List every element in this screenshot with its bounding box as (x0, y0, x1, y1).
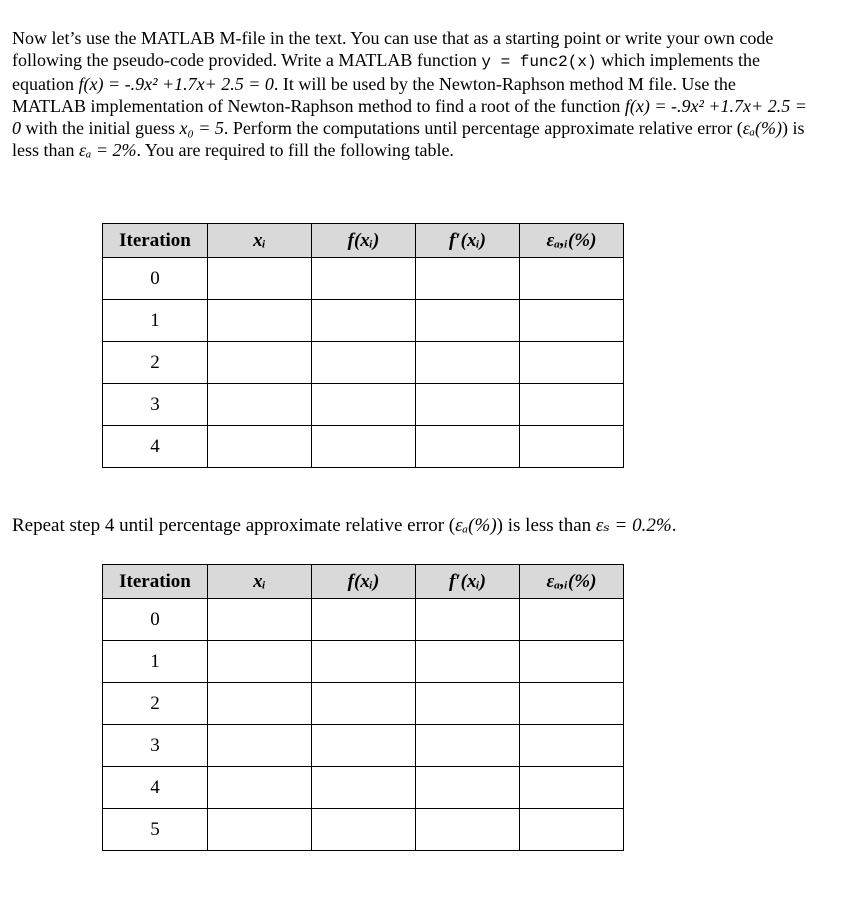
cell-error[interactable] (520, 725, 624, 767)
repeat-error-symbol: εₐ(%) (455, 515, 497, 536)
cell-fxi[interactable] (312, 767, 416, 809)
cell-fpxi[interactable] (416, 725, 520, 767)
iteration-number: 1 (103, 641, 208, 683)
cell-xi[interactable] (208, 599, 312, 641)
repeat-text-2: ) is less than (496, 515, 596, 536)
cell-xi[interactable] (208, 641, 312, 683)
cell-error[interactable] (520, 342, 624, 384)
cell-error[interactable] (520, 809, 624, 851)
header-error-label: εₐ,ᵢ(%) (546, 570, 597, 592)
table-row (103, 809, 624, 851)
header-xi (208, 224, 312, 258)
repeat-text-1: Repeat step 4 until percentage approximate relative error ( (12, 515, 456, 536)
cell-error[interactable] (520, 426, 624, 468)
cell-error[interactable] (520, 641, 624, 683)
header-fxi (312, 224, 416, 258)
cell-fxi[interactable] (312, 258, 416, 300)
cell-error[interactable] (520, 258, 624, 300)
cell-xi[interactable] (208, 725, 312, 767)
intro-text-4: with the initial guess (21, 118, 180, 138)
repeat-text-3: . (671, 515, 677, 536)
equation-1: f(x) = -.9x² +1.7x+ 2.5 = 0 (78, 74, 274, 94)
table-row (103, 426, 624, 468)
intro-text-1: Now let’s use the MATLAB M-file in the text. You can use that as a starting point or write your own code following the pseudo-code provided. Write a MATLAB function (12, 28, 774, 70)
header-xi-label: xᵢ (253, 229, 266, 251)
table-row (103, 258, 624, 300)
iteration-number: 3 (103, 725, 208, 767)
cell-fpxi[interactable] (416, 641, 520, 683)
table-row (103, 342, 624, 384)
cell-fxi[interactable] (312, 300, 416, 342)
cell-xi[interactable] (208, 384, 312, 426)
header-error (520, 224, 624, 258)
intro-text-5: . Perform the computations until percentage approximate relative error ( (223, 118, 743, 138)
equation-2: f(x) = -.9x² +1.7x+ 2.5 = 0 (12, 96, 807, 138)
error-symbol: εₐ(%) (742, 118, 783, 138)
table-row (103, 384, 624, 426)
header-error (520, 565, 624, 599)
cell-error[interactable] (520, 384, 624, 426)
iteration-number: 2 (103, 683, 208, 725)
header-iteration: Iteration (103, 224, 208, 258)
cell-fpxi[interactable] (416, 258, 520, 300)
cell-fpxi[interactable] (416, 809, 520, 851)
header-fpxi (416, 224, 520, 258)
cell-xi[interactable] (208, 342, 312, 384)
function-signature: y = func2(x) (481, 53, 597, 71)
cell-xi[interactable] (208, 809, 312, 851)
table-row (103, 300, 624, 342)
intro-text-3: . It will be used by the Newton-Raphson method M file. Use the MATLAB implementation of Newton-Raphson method to find a root of the function (12, 74, 736, 116)
header-fpxi (416, 565, 520, 599)
cell-error[interactable] (520, 767, 624, 809)
iteration-table-1 (102, 223, 624, 468)
initial-guess: x₀ = 5 (179, 118, 224, 138)
intro-text-7: . You are required to fill the following table. (136, 140, 454, 160)
cell-fpxi[interactable] (416, 300, 520, 342)
iteration-number: 1 (103, 300, 208, 342)
tolerance-1: εₐ = 2% (79, 140, 137, 160)
cell-xi[interactable] (208, 258, 312, 300)
table-row (103, 641, 624, 683)
cell-error[interactable] (520, 300, 624, 342)
header-xi (208, 565, 312, 599)
cell-fpxi[interactable] (416, 342, 520, 384)
intro-text-6: ) is less than (12, 118, 805, 160)
header-fxi (312, 565, 416, 599)
problem-statement (12, 27, 812, 161)
table-row (103, 767, 624, 809)
iteration-number: 3 (103, 384, 208, 426)
cell-fpxi[interactable] (416, 384, 520, 426)
header-fpxi-label: f′(xᵢ) (448, 229, 487, 251)
table-row (103, 599, 624, 641)
cell-fxi[interactable] (312, 725, 416, 767)
iteration-number: 4 (103, 426, 208, 468)
cell-fxi[interactable] (312, 342, 416, 384)
iteration-number: 4 (103, 767, 208, 809)
cell-xi[interactable] (208, 426, 312, 468)
header-error-label: εₐ,ᵢ(%) (546, 229, 597, 251)
cell-fxi[interactable] (312, 426, 416, 468)
iteration-number: 0 (103, 258, 208, 300)
header-fxi-label: f(xᵢ) (347, 570, 380, 592)
table-header-row (103, 224, 624, 258)
header-fpxi-label: f′(xᵢ) (448, 570, 487, 592)
cell-fpxi[interactable] (416, 683, 520, 725)
cell-xi[interactable] (208, 683, 312, 725)
cell-xi[interactable] (208, 300, 312, 342)
cell-xi[interactable] (208, 767, 312, 809)
cell-error[interactable] (520, 599, 624, 641)
table-header-row (103, 565, 624, 599)
cell-fxi[interactable] (312, 641, 416, 683)
header-xi-label: xᵢ (253, 570, 266, 592)
cell-fpxi[interactable] (416, 767, 520, 809)
cell-fxi[interactable] (312, 599, 416, 641)
cell-fxi[interactable] (312, 809, 416, 851)
repeat-instruction (12, 515, 812, 537)
tolerance-2: εₛ = 0.2% (595, 515, 672, 536)
iteration-number: 2 (103, 342, 208, 384)
table-row (103, 683, 624, 725)
header-fxi-label: f(xᵢ) (347, 229, 380, 251)
iteration-number: 0 (103, 599, 208, 641)
iteration-number: 5 (103, 809, 208, 851)
intro-text-2: which implements the equation (12, 50, 761, 94)
iteration-table-2 (102, 564, 624, 851)
cell-fpxi[interactable] (416, 426, 520, 468)
header-iteration: Iteration (103, 565, 208, 599)
cell-fxi[interactable] (312, 384, 416, 426)
cell-error[interactable] (520, 683, 624, 725)
cell-fxi[interactable] (312, 683, 416, 725)
cell-fpxi[interactable] (416, 599, 520, 641)
table-row (103, 725, 624, 767)
